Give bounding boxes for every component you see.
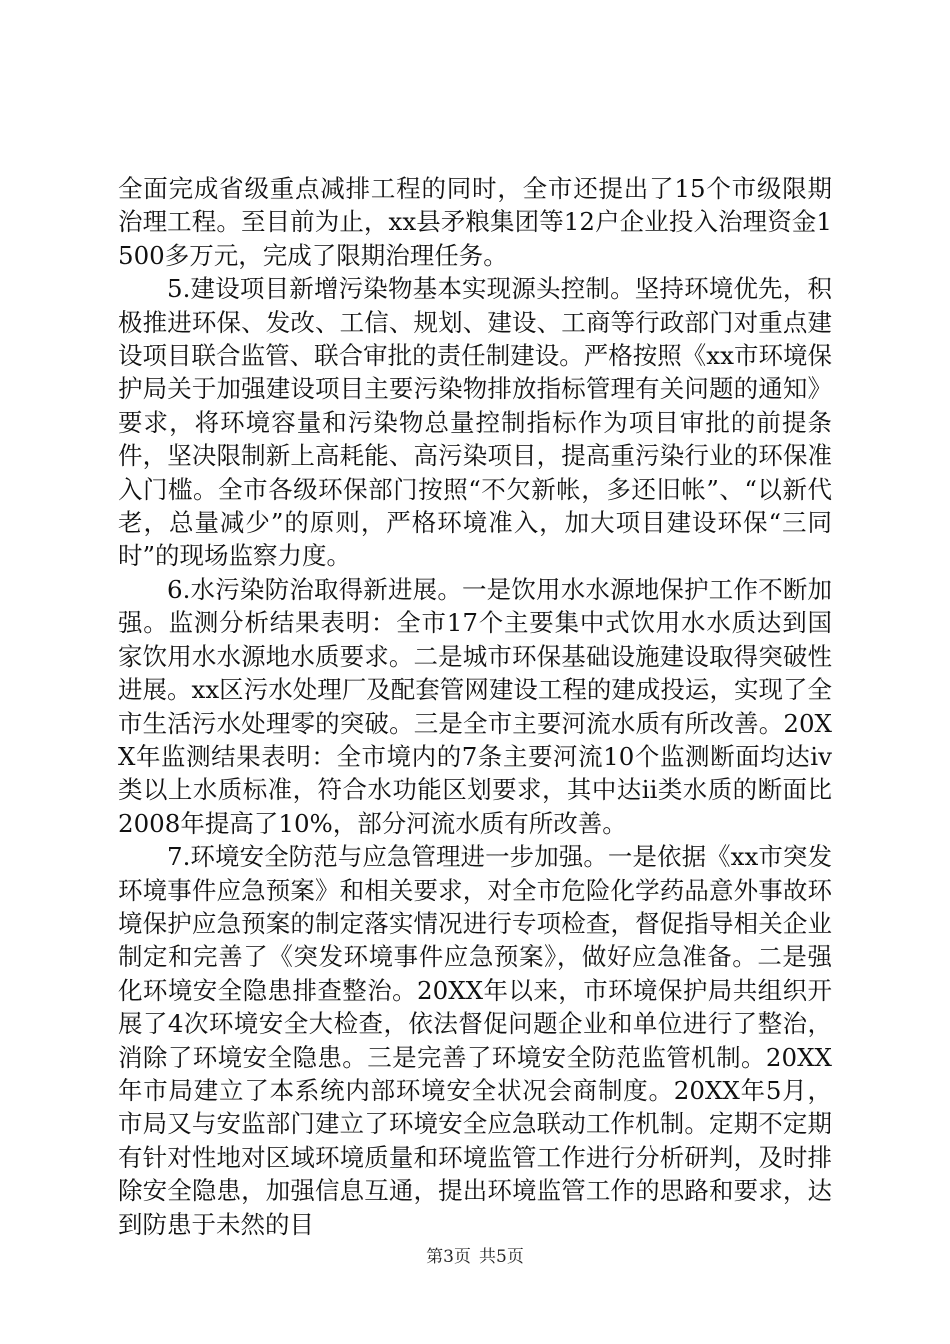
paragraph-item-7: 7.环境安全防范与应急管理进一步加强。一是依据《xx市突发环境事件应急预案》和相关要求，对全市危险化学药品意外事故环境保护应急预案的制定落实情况进行专项检查，督促指导相关企业制定和完善了《突发环境事件应急预案》，做好应急准备。二是强化环境安全隐患排查整治。20XX年以来，市环境保护局共组织开展了4次环境安全大检查，依法督促问题企业和单位进行了整治，消除了环境安全隐患。三是完善了环境安全防范监管机制。20XX年市局建立了本系统内部环境安全状况会商制度。20XX年5月，市局又与安监部门建立了环境安全应急联动工作机制。定期不定期有针对性地对区域环境质量和环境监管工作进行分析研判，及时排除安全隐患，加强信息互通，提出环境监管工作的思路和要求，达到防患于未然的目 xyxy=(118,842,832,1239)
page-footer xyxy=(0,1242,950,1267)
paragraph-item-6: 6.水污染防治取得新进展。一是饮用水水源地保护工作不断加强。监测分析结果表明：全市17个主要集中式饮用水水质达到国家饮用水水源地水质要求。二是城市环保基础设施建设取得突破性进展。xx区污水处理厂及配套管网建设工程的建成投运，实现了全市生活污水处理零的突破。三是全市主要河流水质有所改善。20XX年监测结果表明：全市境内的7条主要河流10个监测断面均达iv类以上水质标准，符合水功能区划要求，其中达ii类水质的断面比2008年提高了10%，部分河流水质有所改善。 xyxy=(118,574,832,838)
page-total: 共5页 xyxy=(479,1247,524,1267)
document-body xyxy=(118,172,832,1241)
paragraph-continuation: 全面完成省级重点减排工程的同时，全市还提出了15个市级限期治理工程。至目前为止，xx县矛粮集团等12户企业投入治理资金1500多万元，完成了限期治理任务。 xyxy=(118,174,832,270)
paragraph-item-5: 5.建设项目新增污染物基本实现源头控制。坚持环境优先，积极推进环保、发改、工信、规划、建设、工商等行政部门对重点建设项目联合监管、联合审批的责任制建设。严格按照《xx市环境保护局关于加强建设项目主要污染物排放指标管理有关问题的通知》要求，将环境容量和污染物总量控制指标作为项目审批的前提条件，坚决限制新上高耗能、高污染项目，提高重污染行业的环保准入门槛。全市各级环保部门按照“不欠新帐，多还旧帐”、“以新代老，总量减少”的原则，严格环境准入，加大项目建设环保“三同时”的现场监察力度。 xyxy=(118,274,832,571)
page-number: 第3页 xyxy=(426,1247,471,1267)
